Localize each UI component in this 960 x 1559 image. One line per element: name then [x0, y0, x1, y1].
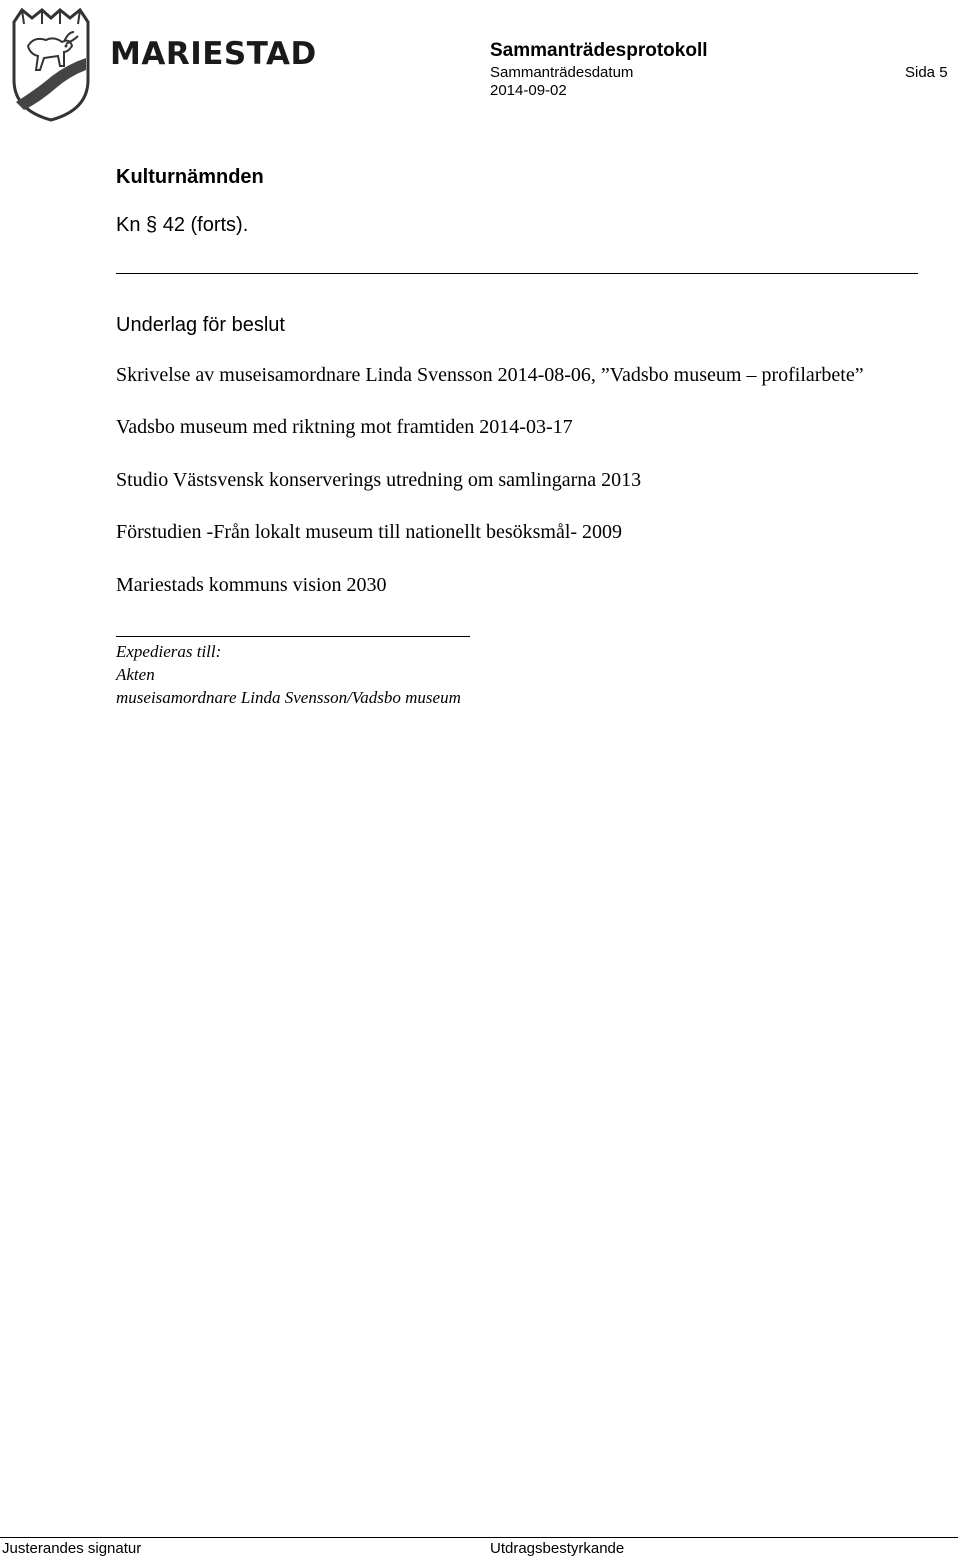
basis-heading: Underlag för beslut: [116, 314, 285, 336]
meeting-date-label: Sammanträdesdatum: [490, 64, 634, 81]
mariestad-coat-of-arms-icon: [8, 6, 94, 124]
meeting-date: 2014-09-02: [490, 82, 567, 99]
basis-document-item: Mariestads kommuns vision 2030: [116, 574, 387, 596]
document-title: Sammanträdesprotokoll: [490, 40, 708, 61]
footer-divider: [0, 1537, 958, 1538]
distribution-recipient: museisamordnare Linda Svensson/Vadsbo museum: [116, 688, 461, 707]
page-number: Sida 5: [905, 64, 948, 81]
footer-signature-label: Justerandes signatur: [2, 1540, 142, 1557]
logo-wordmark: MARIESTAD: [110, 36, 317, 72]
basis-document-item: Skrivelse av museisamordnare Linda Svensson 2014-08-06, ”Vadsbo museum – profilarbete”: [116, 364, 864, 386]
distribution-heading: Expedieras till:: [116, 642, 222, 661]
basis-document-item: Vadsbo museum med riktning mot framtiden 2014-03-17: [116, 416, 573, 438]
basis-document-item: Förstudien -Från lokalt museum till nationellt besöksmål- 2009: [116, 521, 623, 543]
distribution-divider: [116, 636, 470, 637]
section-divider: [116, 273, 918, 274]
committee-name: Kulturnämnden: [116, 166, 264, 188]
basis-document-item: Studio Västsvensk konserverings utredning om samlingarna 2013: [116, 469, 642, 491]
footer-certification-label: Utdragsbestyrkande: [490, 1540, 625, 1557]
section-reference: Kn § 42 (forts).: [116, 214, 249, 236]
distribution-recipient: Akten: [116, 665, 155, 684]
